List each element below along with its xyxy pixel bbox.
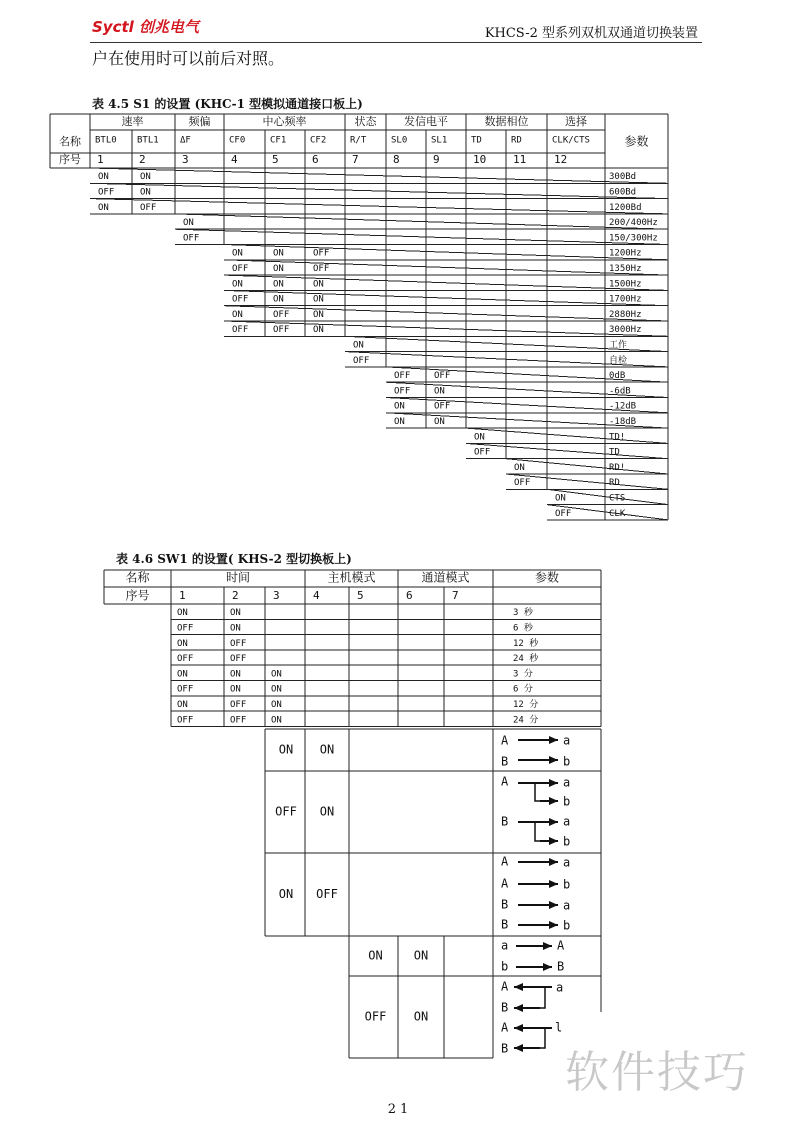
switch-value: ON xyxy=(230,669,241,680)
page-number: 21 xyxy=(387,1102,413,1117)
endpoint-label: a xyxy=(563,855,571,870)
split-connector xyxy=(535,783,558,801)
switch-value: OFF xyxy=(140,202,157,213)
mode-arrow-head xyxy=(549,756,558,764)
switch-value: OFF xyxy=(514,478,531,489)
switch-name: RD xyxy=(511,135,522,146)
endpoint-label: l xyxy=(555,1020,563,1035)
switch-value: OFF xyxy=(230,699,247,710)
endpoint-label: a xyxy=(501,938,509,953)
switch-value: ON xyxy=(434,416,445,427)
switch-value: OFF xyxy=(273,325,290,336)
switch-index: 2 xyxy=(232,589,239,602)
switch-value: OFF xyxy=(230,638,247,649)
param-value: TD! xyxy=(609,432,626,443)
endpoint-label: A xyxy=(501,979,509,994)
switch-value: OFF xyxy=(177,684,194,695)
endpoint-label: A xyxy=(501,733,509,748)
group-header: 中心频率 xyxy=(262,115,307,128)
param-value: 300Bd xyxy=(609,172,637,183)
switch-name: CF2 xyxy=(310,135,327,146)
switch-value: OFF xyxy=(313,248,330,259)
endpoint-label: b xyxy=(563,877,571,892)
endpoint-label: B xyxy=(501,754,509,769)
endpoint-label: b xyxy=(501,959,509,974)
switch-value: ON xyxy=(232,248,243,259)
switch-value: ON xyxy=(313,325,324,336)
switch-value: ON xyxy=(177,608,188,619)
switch-index: 7 xyxy=(352,153,359,166)
group-header: 主机模式 xyxy=(327,570,376,585)
endpoint-label: A xyxy=(501,854,509,869)
param-value: 200/400Hz xyxy=(609,218,658,229)
switch-value: OFF xyxy=(555,508,572,519)
param-value: 1500Hz xyxy=(609,279,642,290)
switch-index: 2 xyxy=(139,153,146,166)
switch-value: OFF xyxy=(232,325,249,336)
switch-index: 12 xyxy=(554,153,568,166)
endpoint-label: A xyxy=(501,876,509,891)
switch-value: ON xyxy=(273,279,284,290)
switch-value: ON xyxy=(271,715,282,726)
mode-arrow-head xyxy=(514,1044,523,1052)
param-value: CTS xyxy=(609,493,626,504)
switch-value: ON xyxy=(273,294,284,305)
merge-connector xyxy=(520,987,545,1008)
param-value: 1350Hz xyxy=(609,263,642,274)
switch-value: ON xyxy=(273,263,284,274)
split-connector xyxy=(535,822,558,841)
endpoint-label: A xyxy=(501,1020,509,1035)
label-index: 序号 xyxy=(59,153,81,166)
group-header: 发信电平 xyxy=(404,115,448,128)
mode-arrow-head xyxy=(549,818,558,826)
mode-arrow-head xyxy=(549,901,558,909)
mode-arrow-head xyxy=(549,779,558,787)
host-mode-s4: ON xyxy=(278,742,294,757)
endpoint-label: B xyxy=(501,1000,509,1015)
switch-name: BTL1 xyxy=(137,135,159,146)
intro-text: 户在使用时可以前后对照。 xyxy=(92,49,285,68)
switch-index: 4 xyxy=(231,153,238,166)
param-value: 150/300Hz xyxy=(609,233,658,244)
channel-mode-s6: OFF xyxy=(364,1009,387,1024)
switch-index: 1 xyxy=(97,153,104,166)
switch-index: 3 xyxy=(273,589,280,602)
switch-name: R/T xyxy=(350,135,367,146)
switch-name: ΔF xyxy=(180,135,191,146)
param-value: 1700Hz xyxy=(609,294,642,305)
mode-arrow-head xyxy=(549,880,558,888)
param-value: 1200Bd xyxy=(609,202,642,213)
group-header: 时间 xyxy=(225,570,251,585)
switch-value: OFF xyxy=(230,654,247,665)
switch-index: 5 xyxy=(272,153,279,166)
host-mode-s5: ON xyxy=(319,742,335,757)
mode-arrow-head xyxy=(549,858,558,866)
param-value: 3000Hz xyxy=(609,325,642,336)
switch-index: 10 xyxy=(473,153,487,166)
param-value: -6dB xyxy=(609,386,631,397)
switch-value: OFF xyxy=(273,309,290,320)
host-mode-s5: ON xyxy=(319,804,335,819)
switch-value: ON xyxy=(98,202,109,213)
switch-value: OFF xyxy=(394,371,411,382)
host-mode-s5: OFF xyxy=(316,887,338,901)
switch-value: OFF xyxy=(232,294,249,305)
switch-value: ON xyxy=(474,432,485,443)
switch-value: OFF xyxy=(232,263,249,274)
group-header: 通道模式 xyxy=(421,570,470,585)
switch-value: ON xyxy=(177,669,188,680)
switch-name: BTL0 xyxy=(95,135,117,146)
switch-index: 9 xyxy=(433,153,440,166)
channel-mode-s7: ON xyxy=(413,1009,429,1024)
endpoint-label: A xyxy=(557,938,565,953)
endpoint-label: B xyxy=(501,897,509,912)
channel-mode-s6: ON xyxy=(368,948,383,963)
group-header: 选择 xyxy=(565,115,587,128)
switch-index: 7 xyxy=(452,589,459,602)
switch-value: ON xyxy=(230,684,241,695)
merge-connector xyxy=(520,1028,545,1048)
endpoint-label: a xyxy=(563,898,571,913)
label-name: 名称 xyxy=(59,135,81,148)
label-name: 名称 xyxy=(125,570,150,585)
switch-value: OFF xyxy=(434,401,451,412)
channel-mode-s7: ON xyxy=(413,948,429,963)
mode-arrow-head xyxy=(549,736,558,744)
switch-value: OFF xyxy=(177,654,194,665)
switch-value: OFF xyxy=(177,715,194,726)
switch-value: ON xyxy=(555,493,566,504)
switch-value: ON xyxy=(273,248,284,259)
param-value: 12 分 xyxy=(513,699,539,710)
document-title: KHCS-2 型系列双机双通道切换装置 xyxy=(484,26,698,41)
switch-value: ON xyxy=(230,623,241,634)
switch-name: CLK/CTS xyxy=(552,135,590,146)
switch-name: SL1 xyxy=(431,135,448,146)
endpoint-label: b xyxy=(563,918,571,933)
switch-value: ON xyxy=(232,279,243,290)
endpoint-label: b xyxy=(563,794,571,809)
switch-value: ON xyxy=(394,416,405,427)
endpoint-label: a xyxy=(563,775,571,790)
param-value: 3 秒 xyxy=(513,608,533,619)
switch-name: CF0 xyxy=(229,135,246,146)
param-value: -12dB xyxy=(609,401,637,412)
mode-arrow-head xyxy=(514,983,523,991)
switch-value: OFF xyxy=(183,233,200,244)
group-header: 频偏 xyxy=(188,115,211,128)
param-value: 0dB xyxy=(609,371,626,382)
param-value: RD xyxy=(609,478,620,489)
switch-value: OFF xyxy=(313,263,330,274)
switch-value: OFF xyxy=(353,355,370,366)
switch-index: 8 xyxy=(393,153,400,166)
param-value: 1200Hz xyxy=(609,248,642,259)
mode-arrow-head xyxy=(543,942,552,950)
switch-value: OFF xyxy=(434,371,451,382)
label-index: 序号 xyxy=(125,588,150,603)
mode-arrow-head xyxy=(543,963,552,971)
switch-value: ON xyxy=(353,340,364,351)
endpoint-label: B xyxy=(501,917,509,932)
endpoint-label: B xyxy=(501,814,509,829)
switch-value: ON xyxy=(183,218,194,229)
param-value: 工作 xyxy=(609,340,628,351)
switch-value: ON xyxy=(313,309,324,320)
endpoint-label: a xyxy=(556,980,564,995)
group-header: 状态 xyxy=(354,115,377,128)
param-value: 6 分 xyxy=(513,684,533,695)
endpoint-label: b xyxy=(563,834,571,849)
switch-value: OFF xyxy=(394,386,411,397)
switch-value: ON xyxy=(177,638,188,649)
param-value: 自检 xyxy=(609,355,628,366)
group-header: 数据相位 xyxy=(484,115,529,128)
param-header: 参数 xyxy=(624,134,649,149)
switch-index: 11 xyxy=(513,153,527,166)
param-value: CLK xyxy=(609,508,626,519)
endpoint-label: a xyxy=(563,733,571,748)
company-logo: Syctl 创兆电气 xyxy=(92,18,200,36)
endpoint-label: B xyxy=(557,959,565,974)
switch-index: 1 xyxy=(179,589,186,602)
endpoint-label: a xyxy=(563,814,571,829)
switch-value: ON xyxy=(271,669,282,680)
param-value: 3 分 xyxy=(513,669,533,680)
switch-value: ON xyxy=(271,699,282,710)
group-header: 速率 xyxy=(121,115,144,128)
switch-value: OFF xyxy=(177,623,194,634)
switch-value: ON xyxy=(271,684,282,695)
switch-value: ON xyxy=(313,294,324,305)
host-mode-s4: OFF xyxy=(275,804,297,819)
host-mode-s4: ON xyxy=(278,887,294,901)
table-4-5-caption: 表 4.5 S1 的设置 (KHC-1 型模拟通道接口板上) xyxy=(92,97,363,111)
mode-arrow-head xyxy=(549,797,558,805)
table-4-6-caption: 表 4.6 SW1 的设置( KHS-2 型切换板上) xyxy=(116,552,352,566)
param-value: 6 秒 xyxy=(513,623,533,634)
switch-value: OFF xyxy=(474,447,491,458)
switch-name: TD xyxy=(471,135,482,146)
switch-name: SL0 xyxy=(391,135,408,146)
switch-index: 6 xyxy=(312,153,319,166)
param-value: -18dB xyxy=(609,416,637,427)
endpoint-label: b xyxy=(563,754,571,769)
mode-arrow-head xyxy=(514,1024,523,1032)
switch-index: 3 xyxy=(182,153,189,166)
switch-value: ON xyxy=(394,401,405,412)
param-value: 12 秒 xyxy=(513,638,539,649)
switch-index: 4 xyxy=(313,589,320,602)
endpoint-label: B xyxy=(501,1041,509,1056)
switch-value: OFF xyxy=(230,715,247,726)
param-value: 24 秒 xyxy=(513,654,539,665)
switch-value: ON xyxy=(98,172,109,183)
param-value: RD! xyxy=(609,462,626,473)
endpoint-label: A xyxy=(501,774,509,789)
switch-value: ON xyxy=(313,279,324,290)
mode-arrow-head xyxy=(549,837,558,845)
param-value: 24 分 xyxy=(513,715,539,726)
switch-name: CF1 xyxy=(270,135,287,146)
switch-value: ON xyxy=(177,699,188,710)
switch-value: ON xyxy=(230,608,241,619)
switch-index: 6 xyxy=(406,589,413,602)
switch-index: 5 xyxy=(357,589,364,602)
param-value: 600Bd xyxy=(609,187,637,198)
mode-arrow-head xyxy=(549,921,558,929)
param-header: 参数 xyxy=(534,570,560,585)
param-value: 2880Hz xyxy=(609,309,642,320)
watermark-text: 软件技巧 xyxy=(565,1047,749,1098)
switch-value: ON xyxy=(232,309,243,320)
switch-value: ON xyxy=(140,187,151,198)
switch-value: ON xyxy=(434,386,445,397)
mode-arrow-head xyxy=(514,1004,523,1012)
param-value: TD xyxy=(609,447,620,458)
switch-value: ON xyxy=(514,462,525,473)
switch-value: ON xyxy=(140,172,151,183)
switch-value: OFF xyxy=(98,187,115,198)
